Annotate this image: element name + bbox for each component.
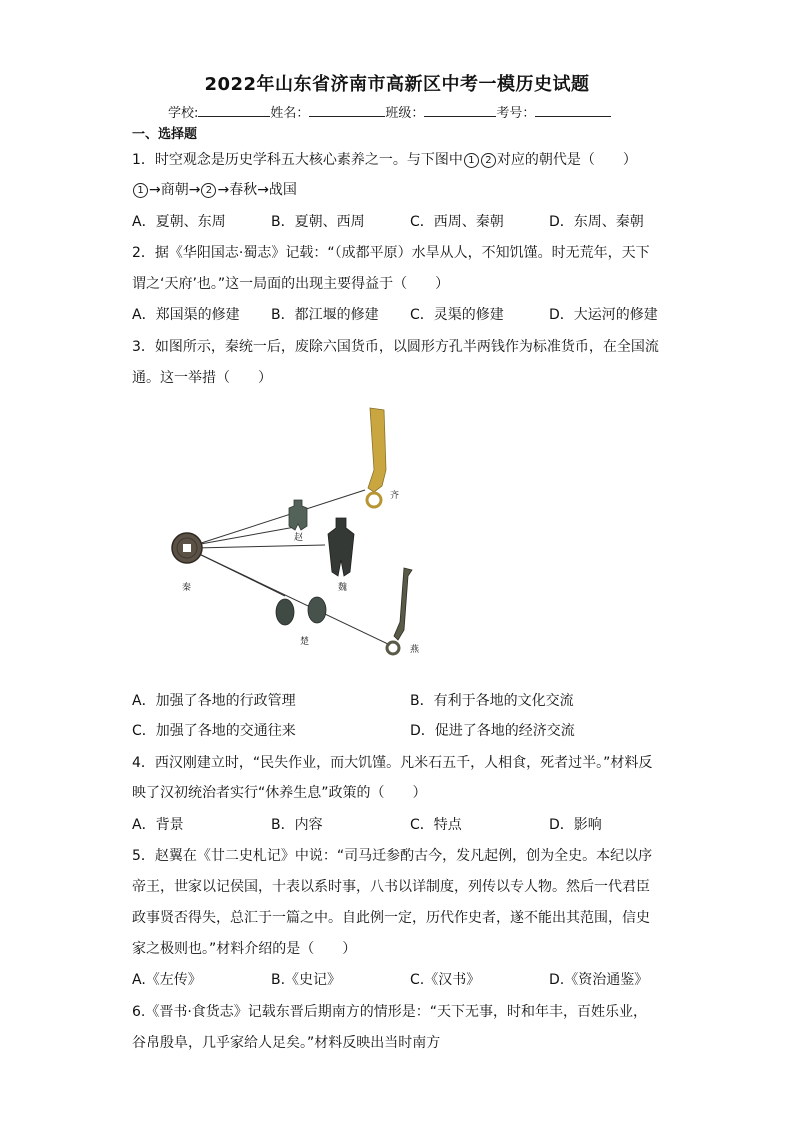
question-1-stem: 1．时空观念是历史学科五大核心素养之一。与下图中 1 2 对应的朝代是（ ） [132,152,637,168]
currency-figure [160,400,450,665]
exam-title: 2022年山东省济南市高新区中考一模历史试题 [204,74,590,95]
option-a[interactable]: A．郑国渠的修建 [132,307,240,323]
section-title: 一、选择题 [132,127,198,142]
question-3-stem-line-1: 3．如图所示，秦统一后，废除六国货币，以圆形方孔半两钱作为标准货币，在全国流 [132,339,659,355]
option-b[interactable]: B．夏朝、西周 [271,214,365,230]
question-6-stem-line-1: 6.《晋书·食货志》记载东晋后期南方的情形是：“天下无事，时和年丰，百姓乐业， [132,1004,648,1020]
option-a[interactable]: A．背景 [132,817,184,833]
question-3-stem-line-2: 通。这一举措（ ） [132,370,272,386]
label-qi: 齐 [390,491,400,501]
zhao-spade-coin-icon [289,500,307,530]
yan-knife-coin-icon [387,568,412,654]
option-c[interactable]: C．特点 [410,817,462,833]
name-label: 姓名： [270,106,310,121]
school-label: 学校: [168,106,199,121]
option-b[interactable]: B．都江堰的修建 [271,307,379,323]
question-2-stem-line-1: 2．据《华阳国志·蜀志》记载：“（成都平原）水旱从人，不知饥馑。时无荒年，天下 [132,245,650,261]
option-b[interactable]: B.《史记》 [271,972,342,988]
question-2-stem-line-2: 谓之‘天府’也。”这一局面的出现主要得益于（ ） [132,276,450,292]
option-c[interactable]: C．加强了各地的交通往来 [132,723,296,739]
option-a[interactable]: A．夏朝、东周 [132,214,226,230]
question-1-chain: 1 →商朝→ 2 →春秋→战国 [132,180,297,200]
qin-coin-icon [172,533,202,563]
qi-knife-coin-icon [367,408,386,507]
class-blank[interactable] [424,104,496,117]
circled-2: 2 [481,153,496,168]
student-info-line [168,102,611,121]
option-c[interactable]: C．灵渠的修建 [410,307,504,323]
option-d[interactable]: D．大运河的修建 [549,307,658,323]
name-blank[interactable] [309,104,385,117]
exam-number-blank[interactable] [535,104,611,117]
option-d[interactable]: D．影响 [549,817,602,833]
label-yan: 燕 [410,645,420,655]
option-c[interactable]: C.《汉书》 [410,972,481,988]
wei-spade-coin-icon [328,518,354,576]
option-b[interactable]: B．内容 [271,817,323,833]
option-a[interactable]: A．加强了各地的行政管理 [132,693,296,709]
question-5-stem-line-4: 家之极则也。”材料介绍的是（ ） [132,941,357,957]
question-6-stem-line-2: 谷帛殷阜，几乎家给人足矣。”材料反映出当时南方 [132,1035,441,1051]
label-chu: 楚 [300,637,310,647]
chu-antnose-coin-icon [276,597,326,625]
option-c[interactable]: C．西周、秦朝 [410,214,504,230]
exam-number-label: 考号： [496,106,536,121]
question-5-stem-line-1: 5．赵翼在《廿二史札记》中说：“司马迁参酌古今，发凡起例，创为全史。本纪以序 [132,848,653,864]
label-wei: 魏 [338,583,348,593]
circled-1: 1 [464,153,479,168]
option-d[interactable]: D．东周、秦朝 [549,214,644,230]
school-blank[interactable] [198,104,270,117]
question-5-stem-line-2: 帝王，世家以记侯国，十表以系时事，八书以详制度，列传以专人物。然后一代君臣 [132,879,650,895]
question-4-stem-line-2: 映了汉初统治者实行“休养生息”政策的（ ） [132,785,427,801]
option-b[interactable]: B．有利于各地的文化交流 [410,693,574,709]
class-label: 班级： [385,106,425,121]
label-qin: 秦 [182,583,192,593]
question-5-stem-line-3: 政事贤否得失，总汇于一篇之中。自此例一定，历代作史者，遂不能出其范围，信史 [132,910,650,926]
option-a[interactable]: A.《左传》 [132,972,202,988]
label-zhao: 赵 [294,533,304,543]
option-d[interactable]: D.《资治通鉴》 [549,972,649,988]
option-d[interactable]: D．促进了各地的经济交流 [410,723,575,739]
question-4-stem-line-1: 4．西汉刚建立时，“民失作业，而大饥馑。凡米石五千，人相食，死者过半。”材料反 [132,755,653,771]
